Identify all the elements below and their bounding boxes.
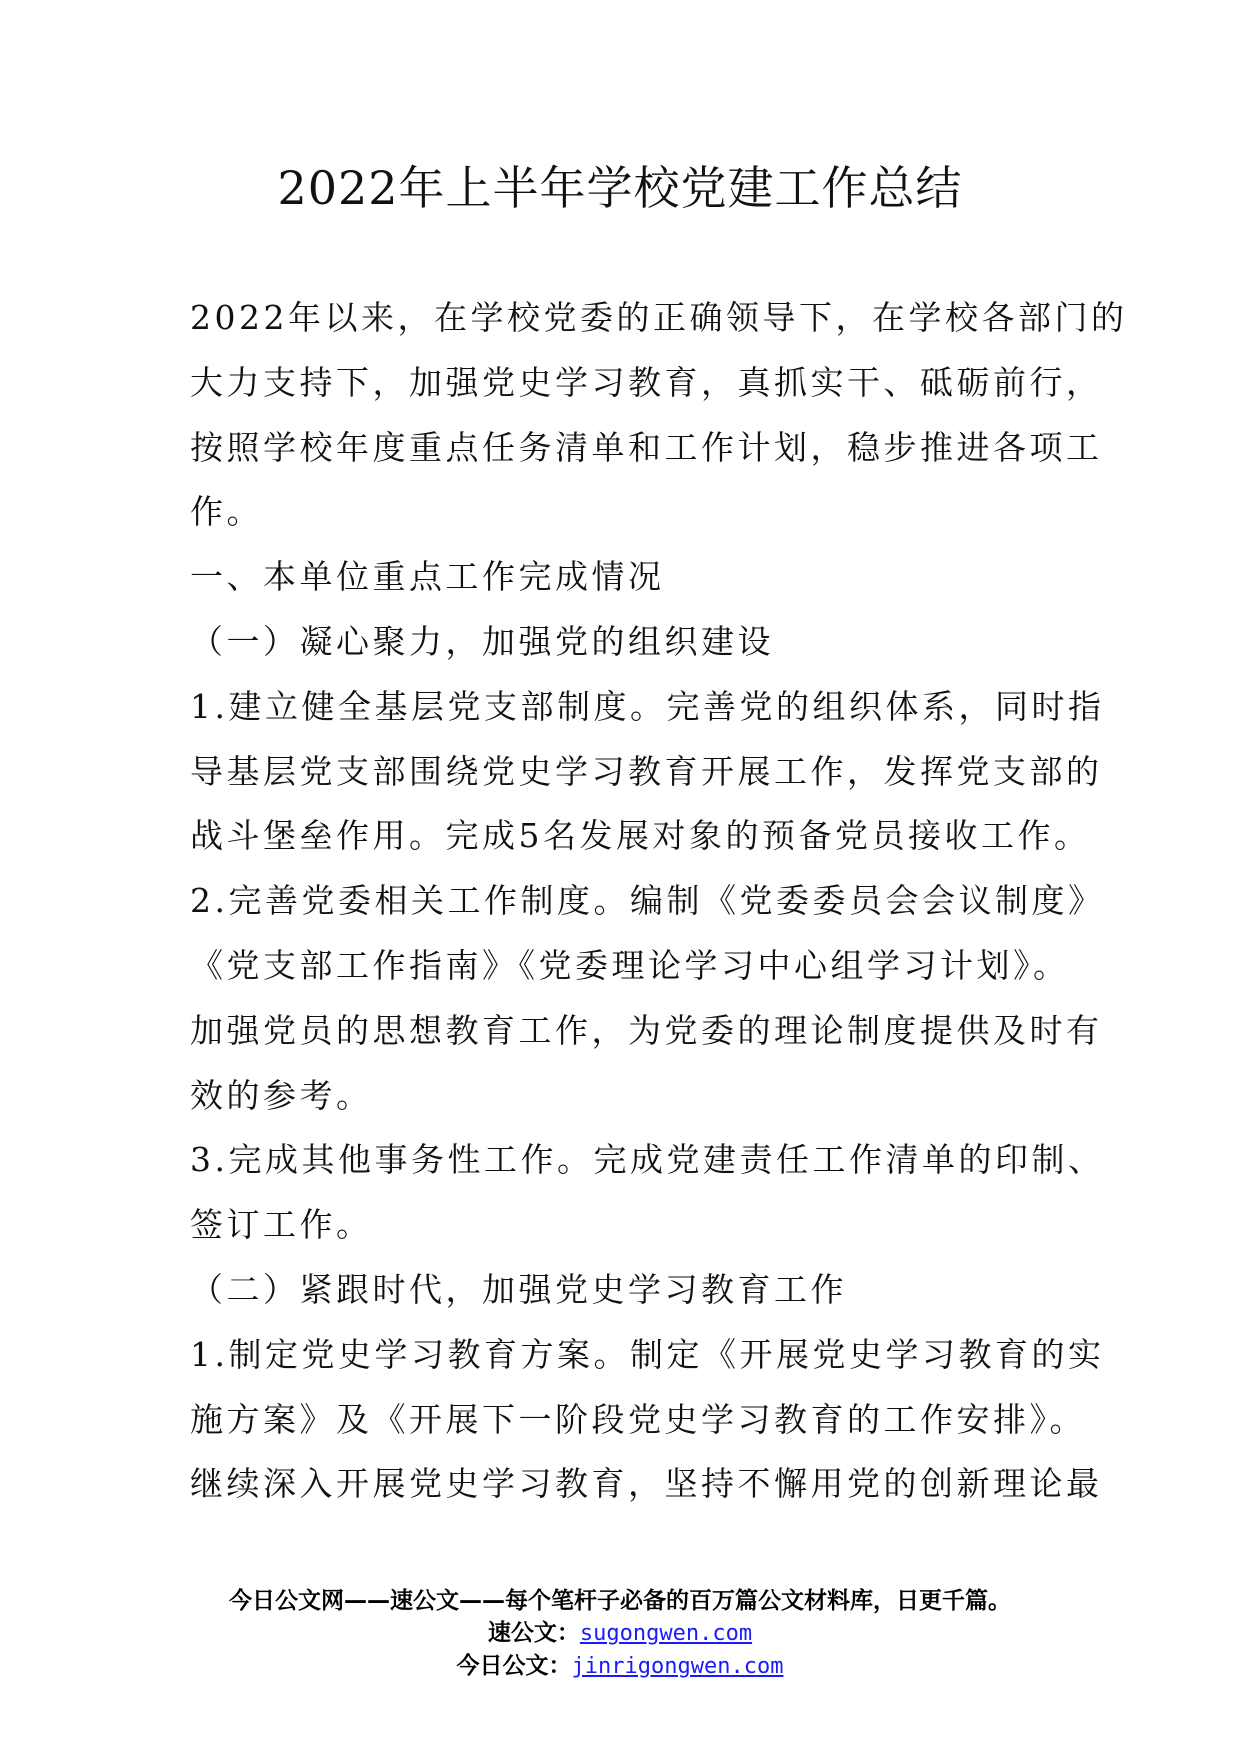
footer-site2-link[interactable]: jinrigongwen.com	[571, 1654, 784, 1679]
body-line: 按照学校年度重点任务清单和工作计划，稳步推进各项工	[190, 427, 1103, 467]
body-line: 作。	[190, 492, 263, 532]
body-line: 1.制定党史学习教育方案。制定《开展党史学习教育的实	[190, 1334, 1105, 1374]
document-title: 2022年上半年学校党建工作总结	[277, 161, 963, 215]
subsection-heading: （一）凝心聚力，加强党的组织建设	[190, 621, 774, 661]
footer-site1	[0, 1617, 1240, 1650]
body-line: 3.完成其他事务性工作。完成党建责任工作清单的印制、	[190, 1140, 1105, 1180]
body-line: 效的参考。	[190, 1075, 373, 1115]
body-line: 大力支持下，加强党史学习教育，真抓实干、砥砺前行，	[190, 362, 1103, 402]
section-heading: 一、本单位重点工作完成情况	[190, 557, 665, 597]
footer	[0, 1585, 1240, 1683]
body-line: 签订工作。	[190, 1205, 373, 1245]
body-line: 战斗堡垒作用。完成5名发展对象的预备党员接收工作。	[190, 816, 1091, 856]
body-line: 加强党员的思想教育工作，为党委的理论制度提供及时有	[190, 1010, 1103, 1050]
body-line: 施方案》及《开展下一阶段党史学习教育的工作安排》。	[190, 1399, 1086, 1439]
body-line: 继续深入开展党史学习教育，坚持不懈用党的创新理论最	[190, 1464, 1103, 1504]
footer-site1-label: 速公文：	[487, 1620, 580, 1646]
footer-site2	[0, 1650, 1240, 1683]
body-line: 《党支部工作指南》《党委理论学习中心组学习计划》。	[190, 945, 1070, 985]
subsection-heading: （二）紧跟时代，加强党史学习教育工作	[190, 1269, 847, 1309]
footer-site1-link[interactable]: sugongwen.com	[579, 1621, 753, 1646]
document-body	[190, 286, 1128, 1517]
footer-site2-label: 今日公文：	[456, 1653, 572, 1679]
body-line: 导基层党支部围绕党史学习教育开展工作，发挥党支部的	[190, 751, 1103, 791]
body-line: 1.建立健全基层党支部制度。完善党的组织体系，同时指	[190, 686, 1105, 726]
footer-slogan: 今日公文网——速公文——每个笔杆子必备的百万篇公文材料库，日更千篇。	[229, 1588, 1011, 1614]
body-line: 2022年以来，在学校党委的正确领导下，在学校各部门的	[190, 298, 1128, 337]
body-line: 2.完善党委相关工作制度。编制《党委委员会会议制度》	[190, 881, 1105, 921]
